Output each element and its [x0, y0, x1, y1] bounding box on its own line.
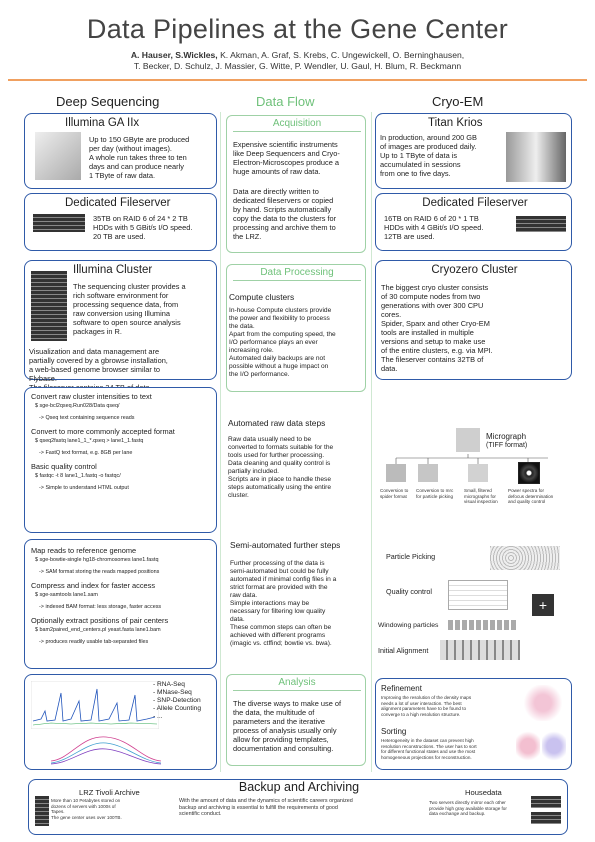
sorting-title: Sorting — [381, 727, 407, 736]
step-qc-cmd: $ fastqc -t 8 lane1_1.fastq -o fastqc/ — [35, 473, 121, 479]
authors-line2: T. Becker, D. Schulz, J. Massier, G. Witte, P. Wendler, U. Gaul, H. Blum, R. Beckmann — [133, 61, 462, 71]
compute-text: In-house Compute clusters provide the power and flexibility to process the data. Apart from the computing speed, the I/O performance plays an ever increasing role. Automated daily backups are not possible without a huge impact on the I/O performance. — [229, 307, 336, 378]
cryozero-box — [375, 260, 572, 380]
steps2-content — [31, 546, 216, 645]
fileserver-left-box — [24, 193, 217, 251]
backup-box — [28, 779, 568, 835]
step-map-cmd: $ sge-bowtie-single hg18-chromosomes lane1.fastq — [35, 557, 159, 563]
step-pairs-heading: Optionally extract positions of pair centers — [31, 616, 169, 625]
step-qc-heading: Basic quality control — [31, 462, 97, 471]
micrograph-sub: (TIFF format) — [486, 442, 528, 449]
power-spectrum-thumb — [518, 462, 540, 484]
windowing-label: Windowing particles — [378, 622, 439, 629]
step-map-result: -> SAM format storing the reads mapped positions — [39, 568, 160, 575]
illumina-ga-box — [24, 113, 217, 189]
child-label-spider: Conversion to spider format — [380, 488, 409, 499]
filtered-thumb — [468, 464, 488, 482]
col-title-cryo: Cryo-EM — [432, 94, 484, 109]
acquisition-title-rule — [233, 131, 361, 132]
sequencer-image — [35, 132, 81, 180]
micrograph-label: Micrograph — [486, 432, 527, 441]
illumina-cluster-box — [24, 260, 217, 383]
illumina-cluster-text: The sequencing cluster provides a rich software environment for processing sequence data, from raw conversion using Illumina software to open source analysis packages in R. — [73, 282, 186, 336]
step-map-heading: Map reads to reference genome — [31, 546, 137, 555]
acquisition-box — [226, 115, 366, 253]
profile-curves-plot — [51, 731, 161, 767]
particle-picking-image — [490, 546, 560, 570]
auto-text: Raw data usually need to be converted to formats suitable for the tools used for further processing. Data cleaning and quality control is partially included. Scripts are in place to handle these steps automatically using the entire cluster. — [228, 436, 334, 499]
quality-control-label: Quality control — [386, 587, 432, 596]
fileserver-left-text: 35TB on RAID 6 of 24 * 2 TB HDDs with 5 GBit/s I/O speed. 20 TB are used. — [93, 214, 193, 241]
authors — [0, 50, 595, 72]
backup-text: With the amount of data and the dynamics of scientific careers organized backup and archiving is essential to fulfill the requirements of good scientific conduct. — [179, 798, 353, 817]
col-title-data-flow: Data Flow — [256, 94, 315, 109]
refinement-title: Refinement — [381, 684, 422, 693]
step-pairs-cmd: $ bam2paired_end_centers.pl yeast.fasta lane1.bam — [35, 627, 161, 633]
child-label-filtered: Small, filtered micrographs for visual inspection — [464, 488, 498, 505]
plus-icon: + — [532, 594, 554, 616]
step-convert-heading: Convert raw cluster intensities to text — [31, 392, 152, 401]
step-pairs-result: -> produces readily usable tab-separated files — [39, 638, 149, 645]
seq-application-list: - RNA-Seq - MNase-Seq - SNP-Detection - Allele Counting - ... — [153, 681, 202, 720]
initial-alignment-image — [440, 640, 520, 660]
step-compress-result: -> indexed BAM format: less storage, faster access — [39, 603, 162, 610]
processing-box — [226, 264, 366, 392]
microscope-image — [506, 132, 566, 182]
acquisition-text: Expensive scientific instruments like Deep Sequencers and Cryo- Electron-Microscopes produce a huge amounts of raw data. — [233, 140, 340, 176]
step-convert-cmd: $ sge-bcl2qseq.Run028/Data qseq/ — [35, 403, 120, 409]
step-qc-result: -> Simple to understand HTML output — [39, 484, 129, 491]
acquisition-text2: Data are directly written to dedicated fileservers or copied by hand. Scripts automatically copy the data to the clusters for processing and archive them to the LRZ. — [233, 187, 337, 241]
backup-title: Backup and Archiving — [238, 780, 360, 794]
initial-alignment-label: Initial Alignment — [378, 646, 429, 655]
windowing-image — [448, 620, 518, 630]
step-fastq-result: -> FastQ text format, e.g. 8GB per lane — [39, 449, 133, 456]
fileserver-right-box — [375, 193, 572, 251]
step-convert-result: -> Qseq text containing sequence reads — [39, 414, 135, 421]
child-label-mrc: Conversion to mrc for particle picking — [416, 488, 454, 499]
analysis-box — [226, 674, 366, 766]
processing-title: Data Processing — [260, 267, 334, 278]
housedata-server-image-2 — [531, 812, 561, 824]
fileserver-right-image — [516, 216, 566, 232]
compute-heading: Compute clusters — [229, 292, 295, 302]
tape-library-image — [35, 796, 49, 826]
fileserver-left-title: Dedicated Fileserver — [65, 197, 171, 209]
steps2-box — [24, 539, 217, 669]
poster-title: Data Pipelines at the Gene Center — [86, 14, 509, 44]
cluster-rack-image — [31, 271, 67, 341]
titan-box — [375, 113, 572, 189]
illumina-cluster-title: Illumina Cluster — [73, 264, 153, 276]
fileserver-right-title: Dedicated Fileserver — [422, 197, 528, 209]
semi-heading: Semi-automated further steps — [230, 540, 341, 550]
housedata-text: Two servers directly mirror each other provide high gray available storage for data exchange and backup. — [429, 800, 507, 817]
cryo-steps — [378, 542, 575, 670]
titan-text: In production, around 200 GB of images are produced daily. Up to 1 TByte of data is accumulated in sessions from one to five days. — [380, 133, 477, 178]
sorting-text: Heterogeneity in the dataset can prevent high resolution reconstructions. The user has to sort for different functional states and use the most homogeneous projections for reconstruction. — [381, 738, 477, 760]
lrz-title: LRZ Tivoli Archive — [79, 788, 140, 797]
fileserver-left-image — [33, 214, 85, 232]
mrc-thumb — [418, 464, 438, 482]
processing-title-rule — [233, 280, 361, 281]
analysis-title: Analysis — [278, 677, 316, 688]
authors-bold: A. Hauser, S.Wickles, — [130, 50, 218, 60]
sorted-map-image-2 — [542, 729, 566, 763]
analysis-text: The diverse ways to make use of the data, the multitude of parameters and the iterative process of analysis usually only allow for providing templates, documentation and consulting. — [233, 699, 342, 753]
step-compress-heading: Compress and index for faster access — [31, 581, 156, 590]
step-fastq-heading: Convert to more commonly accepted format — [31, 427, 175, 436]
acquisition-title: Acquisition — [272, 118, 322, 129]
density-map-image — [522, 685, 564, 721]
genome-track-plot — [31, 681, 159, 729]
auto-heading: Automated raw data steps — [228, 418, 326, 428]
steps1-box — [24, 387, 217, 533]
sorted-map-image-1 — [516, 729, 540, 763]
illumina-ga-title: Illumina GA IIx — [65, 117, 140, 129]
col-title-deep-seq: Deep Sequencing — [56, 94, 160, 109]
housedata-title: Housedata — [465, 788, 502, 797]
cryozero-title: Cryozero Cluster — [431, 264, 518, 276]
titan-title: Titan Krios — [428, 117, 483, 129]
cryozero-text: The biggest cryo cluster consists of 30 compute nodes from two generations with over 300 CPU cores. Spider, Sparx and other Cryo-EM tools are installed in multiple versions and setup to make use of the entire clusters, e.g. via MPI. The fileserver contains 32TB of data. — [381, 283, 493, 373]
step-compress-cmd: $ sge-samtools lane1.sam — [35, 592, 98, 598]
particle-picking-label: Particle Picking — [386, 552, 436, 561]
analysis-title-rule — [233, 690, 361, 691]
authors-line1: K. Akman, A. Graf, S. Krebs, C. Ungewickell, O. Berninghausen, — [217, 50, 465, 60]
illumina-cluster-text2: Visualization and data management are partially covered by a gbrowse installation, a web-based genome browser similar to Flybase. — [29, 347, 168, 383]
child-label-spectra: Power spectra for defocus determination and quality control — [508, 488, 554, 505]
housedata-server-image — [531, 796, 561, 808]
quality-control-image — [448, 580, 508, 610]
micrograph-node — [378, 420, 575, 530]
illumina-ga-text: Up to 150 GByte are produced per day (without images). A whole run takes three to ten days and can produce nearly 1 TByte of raw data. — [89, 135, 190, 180]
fileserver-right-text: 16TB on RAID 6 of 20 * 1 TB HDDs with 4 GBit/s I/O speed. 12TB are used. — [384, 214, 484, 241]
title-rule — [8, 79, 587, 81]
seq-plots-box — [24, 674, 217, 770]
semi-text: Further processing of the data is semi-automated but could be fully automated if minimal config files in a strict format are provided with the raw data. Simple interactions may be necessary for filtering low quality data. These common steps can often be achieved with different programs (imagic vs. ctffind; bowtie vs. bwa). — [230, 560, 337, 647]
refinement-text: Improving the resolution of the density maps needs a lot of user interaction. The best alignment parameters have to be found to converge to a high resolution structure. — [381, 695, 472, 717]
step-fastq-cmd: $ qseq2fastq lane1_1_*.qseq > lane1_1.fastq — [35, 438, 144, 444]
spider-thumb — [386, 464, 406, 482]
refinement-box — [375, 678, 572, 770]
steps1-content — [31, 392, 216, 491]
lrz-text: More than 10 Petabytes stored on dozens of servers with 1000s of Tapes. The gene center uses over 100TB. — [51, 798, 122, 820]
